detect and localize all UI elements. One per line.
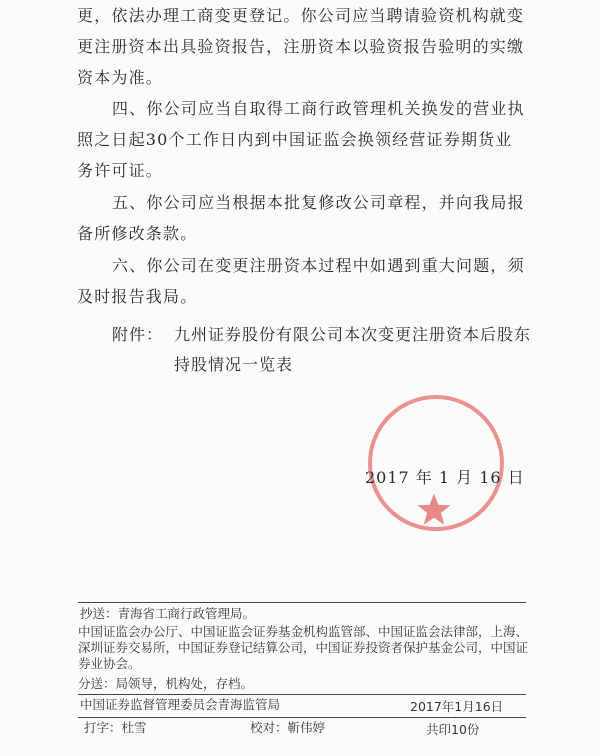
issuer: 中国证券监督管理委员会青海监管局	[80, 697, 281, 712]
footer-top-rule	[78, 602, 526, 603]
body-paragraph-6: 六、你公司在变更注册资本过程中如遇到重大问题，须及时报告我局。	[77, 256, 525, 306]
annex	[112, 320, 532, 380]
body-paragraph-4: 四、你公司应当自取得工商行政管理机关换发的营业执照之日起30个工作日内到中国证监会换领经营证券期货业务许可证。	[77, 99, 525, 180]
annex-label: 附件：	[112, 325, 164, 344]
cc-rest: 中国证监会办公厅、中国证监会证券基金机构监管部、中国证监会法律部，上海、深圳证券交易所，中国证券登记结算公司，中国证券投资者保护基金公司，中国证券业协会。	[78, 624, 529, 671]
seal-star-icon	[416, 492, 452, 528]
signature-date: 2017 年 1 月 16 日	[365, 468, 525, 487]
distribution: 分送：局领导，机构处，存档。	[78, 676, 254, 691]
cc-first: 青海省工商行政管理局。	[117, 606, 256, 621]
copies: 共印10份	[426, 722, 480, 737]
annex-text: 九州证券股份有限公司本次变更注册资本后股东持股情况一览表	[174, 325, 532, 374]
cc-label: 抄送：	[80, 606, 118, 621]
typist: 打字：杜雪	[84, 720, 147, 735]
body-paragraph-5: 五、你公司应当根据本批复修改公司章程，并向我局报备所修改条款。	[77, 193, 525, 243]
cc-line	[80, 606, 525, 622]
footer-bottom-rule	[78, 717, 526, 718]
footer-mid-rule	[78, 694, 526, 695]
proofreader: 校对：靳伟婷	[250, 720, 326, 735]
issue-date: 2017年1月16日	[410, 699, 504, 714]
body-paragraph-3: 更，依法办理工商变更登记。你公司应当聘请验资机构就变更注册资本出具验资报告，注册资本以验资报告验明的实缴资本为准。	[77, 6, 525, 87]
